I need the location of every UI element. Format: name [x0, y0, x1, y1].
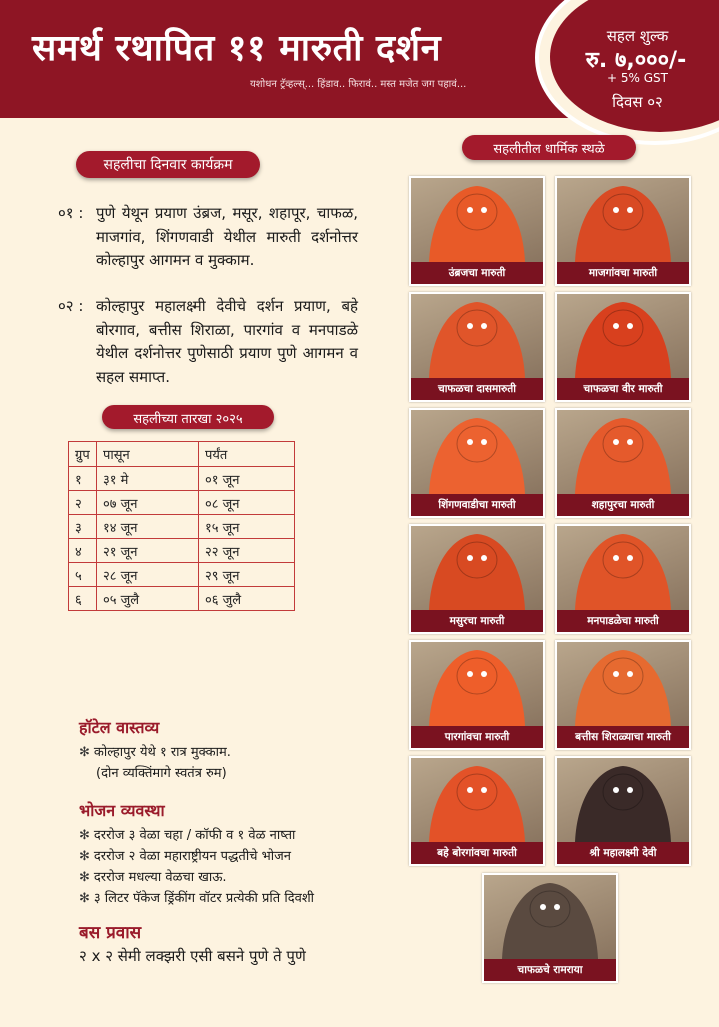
- idol-figure-icon: [411, 178, 543, 262]
- group-cell: ६: [69, 587, 97, 611]
- from-cell: ३१ मे: [97, 467, 199, 491]
- idol-figure-icon: [557, 410, 689, 494]
- temple-photo-tile: [555, 176, 691, 286]
- temple-photo-tile: [555, 756, 691, 866]
- place-caption: बत्तीस शिराळ्याचा मारुती: [557, 726, 689, 748]
- idol-figure-icon: [557, 178, 689, 262]
- idol-image: [411, 410, 543, 494]
- idol-figure-icon: [484, 875, 616, 959]
- to-cell: ०१ जून: [199, 467, 295, 491]
- place-caption: उंब्रजचा मारुती: [411, 262, 543, 284]
- places-heading: सहलीतील धार्मिक स्थळे: [462, 135, 636, 160]
- place-caption: माजगांवचा मारुती: [557, 262, 689, 284]
- day-description: पुणे येथून प्रयाण उंब्रज, मसूर, शहापूर, चाफळ, माजगांव, शिंगणवाडी येथील मारुती दर्शनोत्तर कोल्हापुर आगमन व मुक्काम.: [96, 204, 358, 269]
- temple-photo-tile: [555, 640, 691, 750]
- day-number: ०१ :: [58, 204, 84, 222]
- hotel-title: हॉटेल वास्तव्य: [79, 718, 160, 737]
- place-caption: चाफळचा दासमारुती: [411, 378, 543, 400]
- temple-photo-tile: [409, 756, 545, 866]
- place-caption: मनपाडळेचा मारुती: [557, 610, 689, 632]
- idol-image: [411, 758, 543, 842]
- idol-image: [411, 642, 543, 726]
- asterisk-icon: ✻: [79, 828, 90, 843]
- group-cell: २: [69, 491, 97, 515]
- table-row: [69, 563, 295, 587]
- to-cell: ०८ जून: [199, 491, 295, 515]
- asterisk-icon: ✻: [79, 891, 90, 906]
- table-row: [69, 587, 295, 611]
- column-header: पासून: [97, 442, 199, 467]
- column-header: ग्रुप: [69, 442, 97, 467]
- idol-image: [557, 758, 689, 842]
- group-cell: ३: [69, 515, 97, 539]
- column-header: पर्यंत: [199, 442, 295, 467]
- asterisk-icon: ✻: [79, 745, 90, 760]
- food-line: ✻ ३ लिटर पॅकेज ड्रिंकींग वॉटर प्रत्येकी प्रति दिवशी: [79, 891, 315, 906]
- idol-figure-icon: [411, 758, 543, 842]
- idol-image: [557, 642, 689, 726]
- idol-image: [557, 410, 689, 494]
- fee-gst: + 5% GST: [607, 71, 668, 85]
- idol-image: [411, 526, 543, 610]
- temple-photo-tile: [409, 292, 545, 402]
- hotel-line: ✻ कोल्हापुर येथे १ रात्र मुक्काम.: [79, 745, 231, 760]
- to-cell: २२ जून: [199, 539, 295, 563]
- from-cell: १४ जून: [97, 515, 199, 539]
- dates-table: [68, 441, 295, 611]
- idol-image: [411, 294, 543, 378]
- fee-amount: रु. ७,०००/-: [585, 48, 687, 73]
- itinerary-day: [58, 295, 358, 387]
- temple-photo-tile: [555, 524, 691, 634]
- itinerary-heading: सहलीचा दिनवार कार्यक्रम: [76, 151, 260, 178]
- idol-figure-icon: [411, 526, 543, 610]
- temple-photo-tile: [555, 292, 691, 402]
- idol-figure-icon: [411, 410, 543, 494]
- place-caption: चाफळचा वीर मारुती: [557, 378, 689, 400]
- idol-image: [557, 526, 689, 610]
- idol-figure-icon: [557, 642, 689, 726]
- asterisk-icon: ✻: [79, 849, 90, 864]
- idol-figure-icon: [411, 294, 543, 378]
- table-row: [69, 467, 295, 491]
- temple-photo-tile: [409, 640, 545, 750]
- food-line: ✻ दररोज ३ वेळा चहा / कॉफी व १ वेळ नाष्ता: [79, 828, 296, 843]
- place-caption: बहे बोरगांवचा मारुती: [411, 842, 543, 864]
- from-cell: २८ जून: [97, 563, 199, 587]
- group-cell: ४: [69, 539, 97, 563]
- place-caption: पारगांवचा मारुती: [411, 726, 543, 748]
- table-row: [69, 515, 295, 539]
- idol-image: [557, 294, 689, 378]
- tagline: यशोधन ट्रॅव्हल्स्... हिंडाव.. फिरावं.. मस्त मजेत जग पहावं...: [250, 79, 467, 90]
- temple-photo-tile: [409, 408, 545, 518]
- group-cell: ५: [69, 563, 97, 587]
- fee-label: सहल शुल्क: [606, 27, 669, 45]
- asterisk-icon: ✻: [79, 870, 90, 885]
- temple-photo-tile: [555, 408, 691, 518]
- group-cell: १: [69, 467, 97, 491]
- page-title: समर्थ रथापित ११ मारुती दर्शन: [32, 28, 442, 69]
- bus-title: बस प्रवास: [79, 923, 142, 943]
- fee-days: दिवस ०२: [612, 93, 663, 111]
- from-cell: ०५ जुलै: [97, 587, 199, 611]
- day-description: कोल्हापुर महालक्ष्मी देवीचे दर्शन प्रयाण, बहे बोरगाव, बत्तीस शिराळा, पारगांव व मनपाडळे येथील दर्शनोत्तर पुणेसाठी प्रयाण पुणे आगमन व सहल समाप्त.: [96, 297, 358, 386]
- temple-photo-tile: [409, 176, 545, 286]
- place-caption: मसुरचा मारुती: [411, 610, 543, 632]
- to-cell: २९ जून: [199, 563, 295, 587]
- from-cell: ०७ जून: [97, 491, 199, 515]
- table-row: [69, 491, 295, 515]
- idol-figure-icon: [557, 294, 689, 378]
- place-caption: शिंगणवाडीचा मारुती: [411, 494, 543, 516]
- idol-figure-icon: [557, 758, 689, 842]
- day-number: ०२ :: [58, 297, 84, 315]
- bus-text: २ x २ सेमी लक्झरी एसी बसने पुणे ते पुणे: [79, 947, 306, 965]
- hotel-line: (दोन व्यक्तिंमागे स्वतंत्र रुम): [96, 766, 227, 781]
- idol-image: [411, 178, 543, 262]
- food-line: ✻ दररोज मधल्या वेळचा खाऊ.: [79, 870, 227, 885]
- table-header-row: [69, 442, 295, 467]
- from-cell: २१ जून: [97, 539, 199, 563]
- idol-image: [557, 178, 689, 262]
- to-cell: १५ जून: [199, 515, 295, 539]
- place-caption: श्री महालक्ष्मी देवी: [557, 842, 689, 864]
- food-line: ✻ दररोज २ वेळा महाराष्ट्रीयन पद्धतीचे भोजन: [79, 849, 291, 864]
- temple-photo-tile: [409, 524, 545, 634]
- to-cell: ०६ जुलै: [199, 587, 295, 611]
- place-caption: शहापुरचा मारुती: [557, 494, 689, 516]
- itinerary-day: [58, 202, 358, 294]
- table-row: [69, 539, 295, 563]
- idol-figure-icon: [411, 642, 543, 726]
- dates-heading: सहलीच्या तारखा २०२५: [102, 405, 274, 429]
- temple-photo-tile: [482, 873, 618, 983]
- idol-figure-icon: [557, 526, 689, 610]
- place-caption: चाफळचे रामराया: [484, 959, 616, 981]
- food-title: भोजन व्यवस्था: [79, 801, 165, 820]
- idol-image: [484, 875, 616, 959]
